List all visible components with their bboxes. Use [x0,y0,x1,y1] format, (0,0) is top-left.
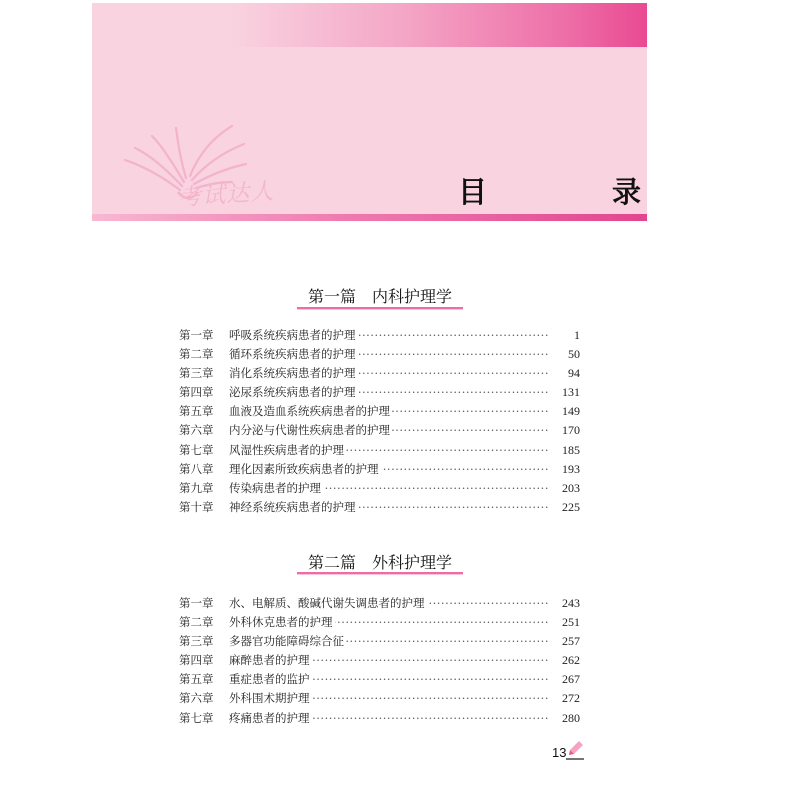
chapter-page: 94 [566,364,580,383]
logo-text: 考试达人 [177,178,275,212]
toc-row[interactable] [179,613,580,632]
toc-row[interactable] [179,689,580,708]
chapter-number: 第七章 [179,442,214,457]
toc-part-1 [179,326,580,517]
toc-row[interactable] [179,479,580,498]
chapter-page: 225 [560,498,580,517]
toc-row[interactable] [179,498,580,517]
toc-row[interactable] [179,421,580,440]
toc-row[interactable] [179,402,580,421]
toc-part-2 [179,594,580,728]
chapter-number: 第四章 [179,653,214,668]
chapter-name: 麻醉患者的护理 [229,653,310,668]
chapter-page: 272 [560,689,580,708]
chapter-page: 131 [560,383,580,402]
chapter-number: 第三章 [179,366,214,381]
chapter-page: 262 [560,651,580,670]
chapter-page: 251 [560,613,580,632]
part-title-2-text: 第二篇 外科护理学 [307,553,452,572]
chapter-page: 267 [560,670,580,689]
chapter-name: 泌尿系统疾病患者的护理 [229,385,356,400]
part-title-2-underline [297,572,463,575]
chapter-name: 水、电解质、酸碱代谢失调患者的护理 [229,596,425,610]
chapter-number: 第六章 [179,691,214,706]
chapter-number: 第十章 [179,499,214,514]
chapter-name: 疼痛患者的护理 [229,710,310,725]
chapter-number: 第四章 [179,385,214,400]
chapter-name: 风湿性疾病患者的护理 [229,442,344,457]
chapter-page: 243 [560,594,580,613]
chapter-name: 多器官功能障碍综合征 [229,634,344,649]
chapter-name: 内分泌与代谢性疾病患者的护理 [229,423,390,438]
chapter-page: 203 [560,479,580,498]
chapter-page: 280 [560,709,580,728]
chapter-number: 第九章 [179,480,214,495]
chapter-number: 第五章 [179,404,214,419]
chapter-page: 1 [572,326,580,345]
chapter-name: 外科休克患者的护理 [229,615,333,630]
chapter-name: 外科围术期护理 [229,691,310,706]
chapter-page: 257 [560,632,580,651]
chapter-number: 第七章 [179,710,214,725]
chapter-number: 第六章 [179,423,214,438]
toc-row[interactable] [179,326,580,345]
toc-row[interactable] [179,345,580,364]
part-title-1 [0,284,760,307]
page-number: 13 [552,745,567,760]
chapter-number: 第二章 [179,615,214,630]
chapter-name: 循环系统疾病患者的护理 [229,347,356,362]
chapter-page: 170 [560,421,580,440]
toc-row[interactable] [179,594,580,613]
toc-row[interactable] [179,670,580,689]
toc-row[interactable] [179,651,580,670]
toc-row[interactable] [179,383,580,402]
toc-row[interactable] [179,460,580,479]
chapter-page: 50 [566,345,580,364]
chapter-name: 消化系统疾病患者的护理 [229,366,356,381]
header-bottom-strip [92,214,647,221]
chapter-name: 呼吸系统疾病患者的护理 [229,328,356,342]
toc-row[interactable] [179,709,580,728]
toc-row[interactable] [179,441,580,460]
chapter-name: 理化因素所致疾病患者的护理 [229,461,379,476]
chapter-name: 传染病患者的护理 [229,480,321,495]
part-title-2 [0,550,760,573]
toc-row[interactable] [179,632,580,651]
chapter-number: 第五章 [179,672,214,687]
chapter-name: 重症患者的监护 [229,672,310,687]
header-gradient-bar [92,3,647,47]
chapter-number: 第一章 [179,596,214,610]
part-title-1-text: 第一篇 内科护理学 [307,287,452,306]
chapter-number: 第一章 [179,328,214,342]
part-title-1-underline [297,307,463,310]
toc-row[interactable] [179,364,580,383]
chapter-page: 185 [560,441,580,460]
chapter-number: 第八章 [179,461,214,476]
page-title: 目 录 [458,175,690,209]
chapter-page: 149 [560,402,580,421]
chapter-number: 第二章 [179,347,214,362]
chapter-name: 血液及造血系统疾病患者的护理 [229,404,390,419]
pencil-icon [566,738,586,762]
chapter-name: 神经系统疾病患者的护理 [229,499,356,514]
chapter-page: 193 [560,460,580,479]
chapter-number: 第三章 [179,634,214,649]
